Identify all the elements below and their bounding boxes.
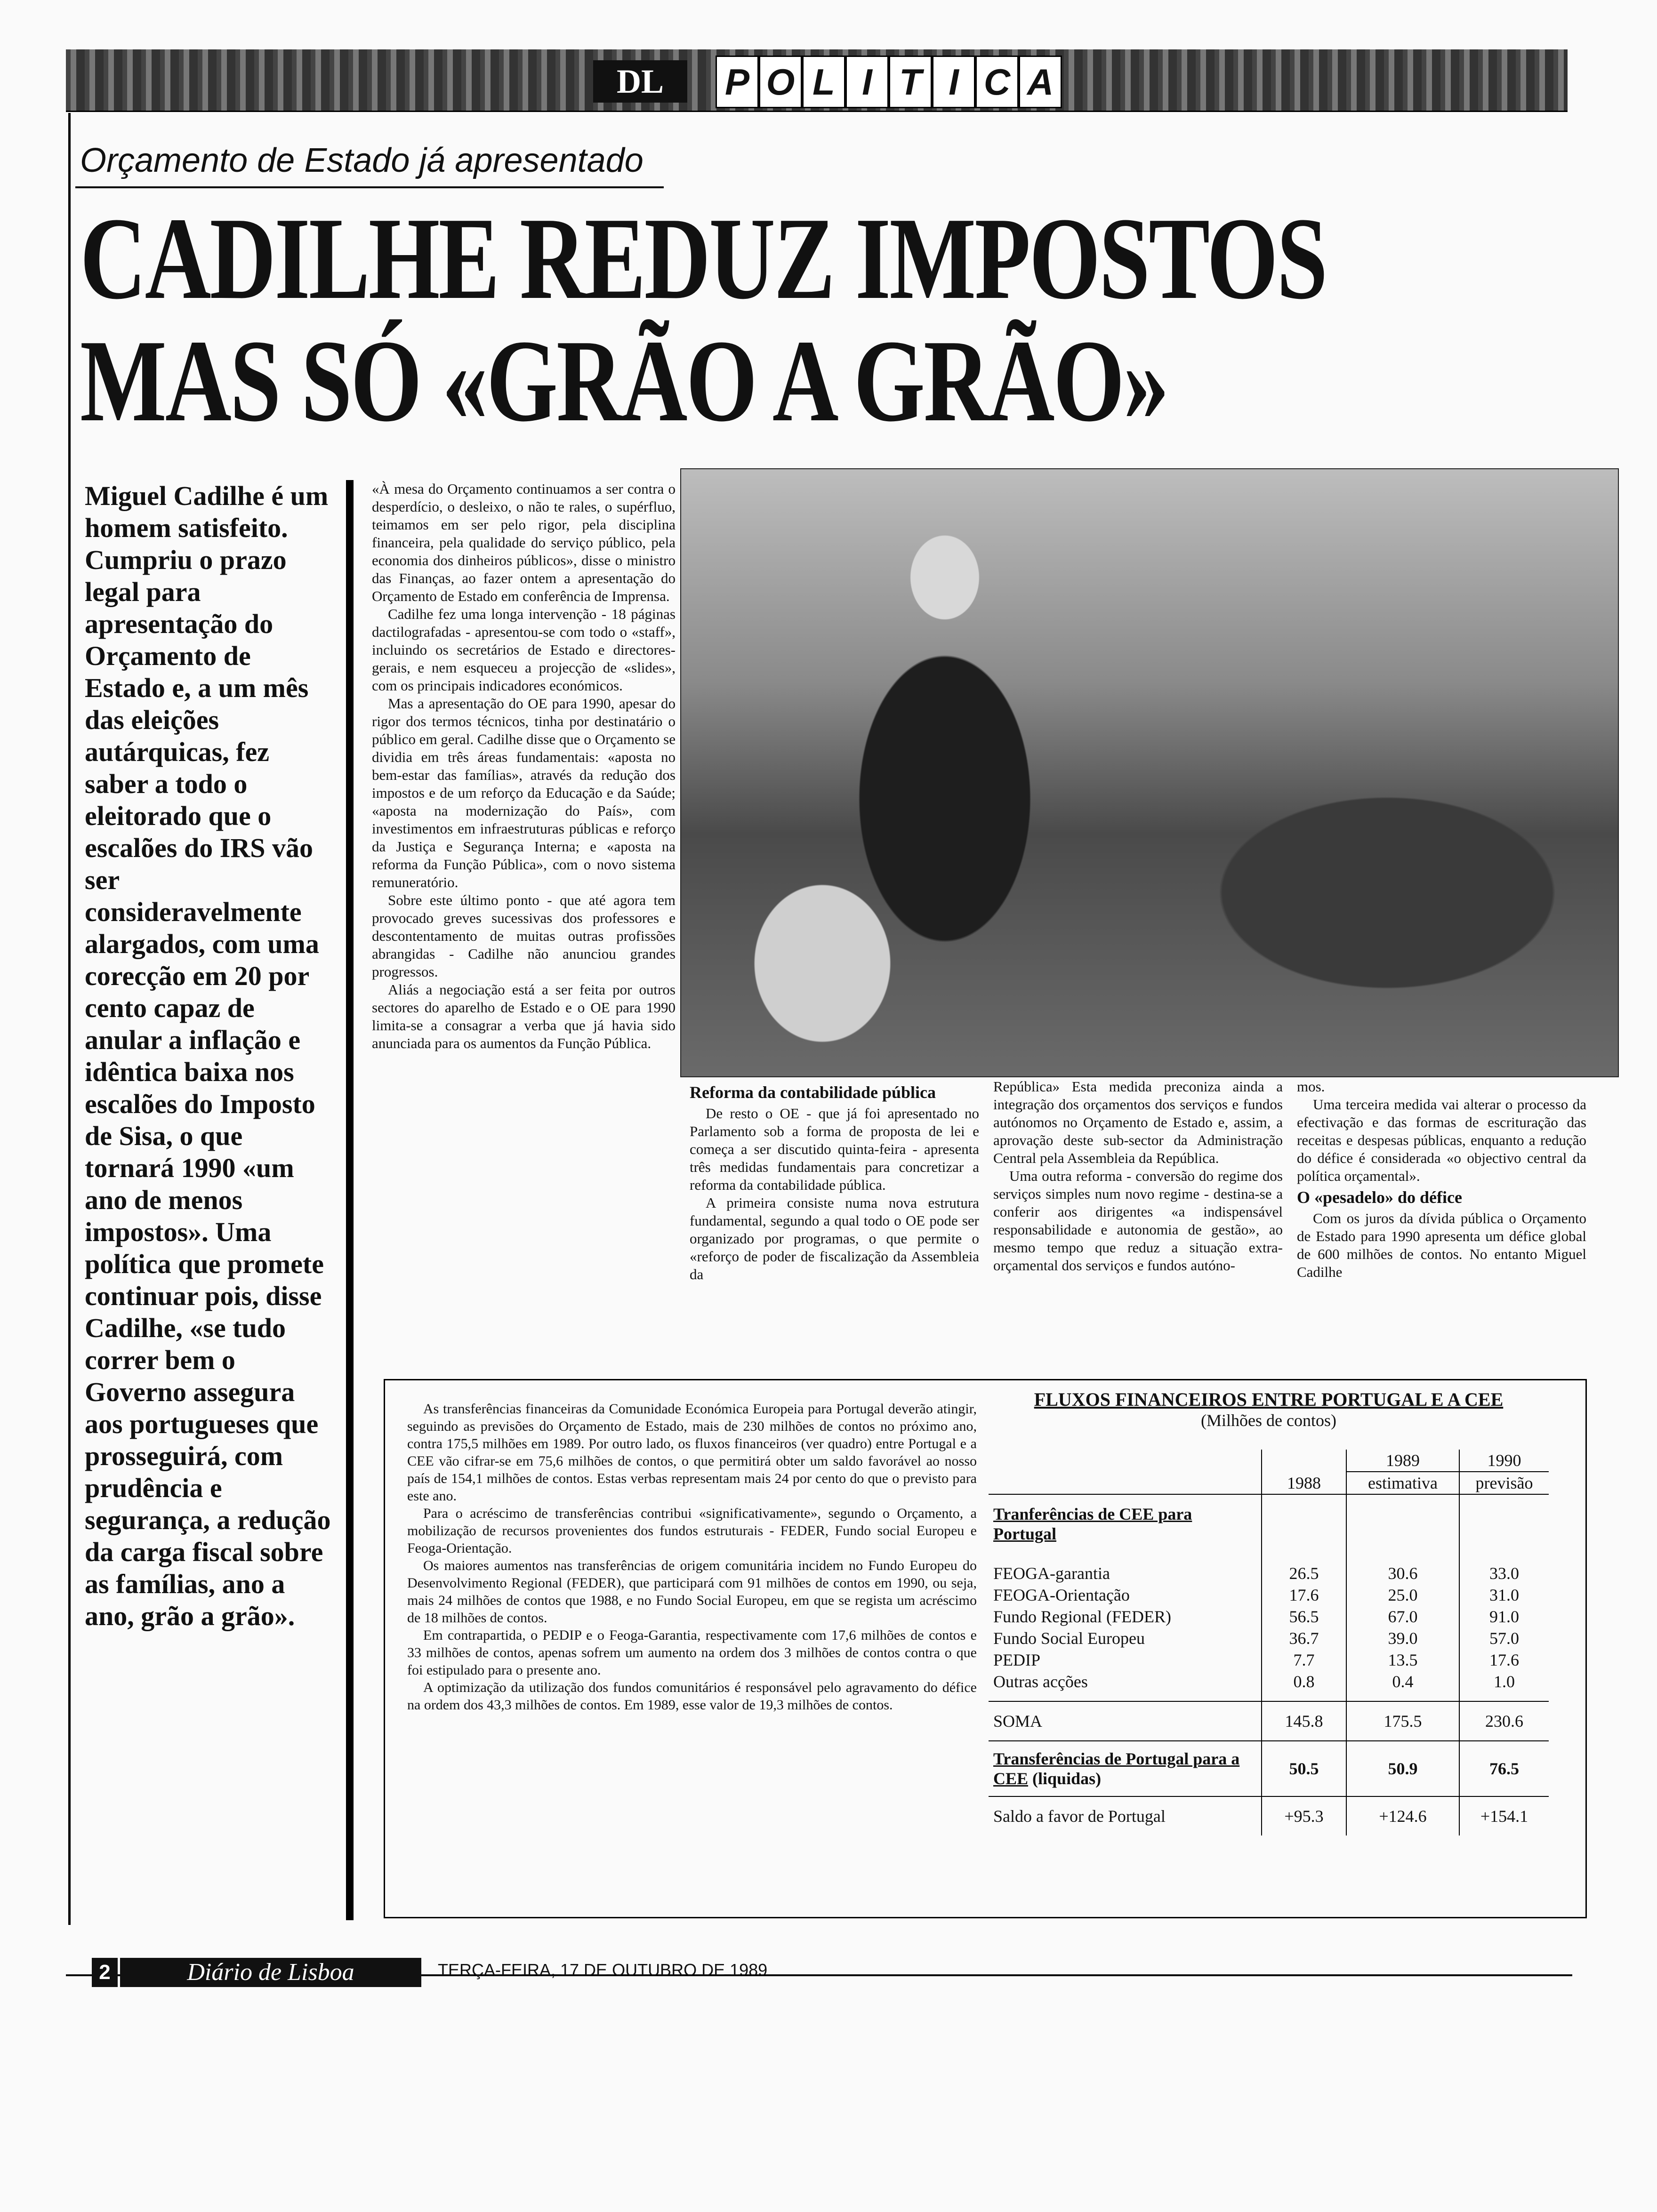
table-cell: Saldo a favor de Portugal (993, 1807, 1166, 1826)
table-row (989, 1701, 1549, 1741)
table-title: FLUXOS FINANCEIROS ENTRE PORTUGAL E A CEE (1034, 1389, 1504, 1410)
table-row (989, 1796, 1549, 1835)
section-label (716, 56, 1062, 107)
subhead: Reforma da contabilidade pública (690, 1083, 936, 1102)
page-number: 2 (92, 1958, 118, 1987)
paragraph: «À mesa do Orçamento continuamos a ser contra o desperdício, o desleixo, o não te rales, o supérfluo, teimamos em ser pelo rigor, pela disciplina financeira, pela qualidade do serviço público, pela economia dos dinheiros públicos», disse o ministro das Finanças, ao fazer ontem a apresentação do Orçamento de Estado em conferência de Imprensa. (372, 481, 676, 604)
section-letter: T (889, 56, 932, 108)
paragraph: Para o acréscimo de transferências contribui «significativamente», segundo o Orçamento, a mobilização de recursos provenientes dos fundos estruturais - FEDER, Fundo social Europeu e Feoga-Orientação. (407, 1506, 977, 1556)
section-letter: I (845, 56, 889, 108)
lead-paragraph: Miguel Cadilhe é um homem satisfeito. Cumpriu o prazo legal para apresentação do Orçamento de Estado e, a um mês das eleições autárquicas, fez saber a todo o eleitorado que o escalões do IRS vão ser consideravelmente alargados, com uma corecção em 20 por cento capaz de anular a inflação e idêntica baixa nos escalões do Imposto de Sisa, o que tornará 1990 «um ano de menos impostos». Uma política que promete continuar pois, disse Cadilhe, «se tudo correr bem o Governo assegura aos portugueses que prosseguirá, com prudência e segurança, a redução da carga fiscal sobre as famílias, ano a ano, grão a grão». (85, 481, 331, 1631)
headline-line-1: CADILHE REDUZ IMPOSTOS (80, 193, 1327, 324)
paragraph: Em contrapartida, o PEDIP e o Feoga-Garantia, respectivamente com 17,6 milhões de contos e 33 milhões de contos, apenas sofrem um aumento na ordem dos 3 milhões de contos contra o que foi estipulado para o presente ano. (407, 1627, 977, 1678)
table-cell: 56.5 (1262, 1606, 1346, 1627)
table-cell: 31.0 (1459, 1584, 1549, 1606)
paragraph: Os maiores aumentos nas transferências de origem comunitária incidem no Fundo Europeu do Desenvolvimento Regional (FEDER), que participará com 91 milhões de contos em 1990, ou seja, mais 24 milhões de contos que 1988, e no Fundo Social Europeu, em que se regista um acréscimo de 18 milhões de contos. (407, 1558, 977, 1626)
newspaper-logo: DL (593, 60, 687, 103)
paragraph: A optimização da utilização dos fundos comunitários é responsável pelo agravamento do défice na ordem dos 43,3 milhões de contos. Em 1989, esse valor de 19,3 milhões de contos. (407, 1680, 977, 1713)
paragraph: A primeira consiste numa nova estrutura fundamental, segundo a qual todo o OE pode ser organizado por programas, o que permite o «reforço de poder de fiscalização da Assembleia da (690, 1194, 979, 1282)
table-cell: 30.6 (1346, 1563, 1459, 1584)
table-section-title: Transferências de Portugal para a CEE (993, 1749, 1240, 1788)
table-cell: +154.1 (1459, 1796, 1549, 1835)
article-column-3 (993, 1078, 1283, 1274)
table-cell: Fundo Regional (FEDER) (993, 1607, 1171, 1626)
section-letter: P (716, 56, 759, 108)
article-column-4 (1297, 1078, 1586, 1281)
section-letter: A (1019, 56, 1062, 108)
paragraph: De resto o OE - que já foi apresentado no Parlamento sob a forma de proposta de lei e começa a ser discutido quinta-feira - apresenta três medidas fundamentais para concretizar a reforma da contabilidade pública. (690, 1105, 979, 1193)
table-cell: 36.7 (1262, 1627, 1346, 1649)
table-cell: SOMA (993, 1712, 1043, 1731)
article-column-2 (690, 1080, 979, 1283)
table-cell: 50.9 (1346, 1741, 1459, 1796)
box-text (407, 1400, 977, 1714)
paragraph: Uma outra reforma - conversão do regime dos serviços simples num novo regime - destina-se a conferir aos dirigentes «a indispensável responsabilidade e autonomia de gestão», ao mesmo tempo que reduz a situação extra-orçamental dos serviços e fundos autóno- (993, 1168, 1283, 1274)
table-cell: 91.0 (1459, 1606, 1549, 1627)
table-cell: 1988 (1262, 1472, 1346, 1494)
table-cell: 17.6 (1459, 1649, 1549, 1671)
headline (80, 193, 1327, 446)
press-conference-photo (680, 468, 1619, 1077)
table-cell: 39.0 (1346, 1627, 1459, 1649)
table-row (989, 1563, 1549, 1584)
article-column-1 (372, 480, 676, 1052)
table-cell: 13.5 (1346, 1649, 1459, 1671)
lead-divider (346, 480, 354, 1920)
table-cell: 1989 (1346, 1450, 1459, 1472)
kicker-underline (75, 186, 664, 188)
paragraph: As transferências financeiras da Comunidade Económica Europeia para Portugal deverão atingir, seguindo as previsões do Orçamento de Estado, mais de 230 milhões de contos no próximo ano, contra 175,5 milhões em 1989. Por outro lado, os fluxos financeiros (ver quadro) entre Portugal e a CEE vão cifrar-se em 75,6 milhões de contos, o que permitirá obter um saldo favorável ao nosso país de 154,1 milhões de contos. Estas verbas representam mais 24 por cento do que o previsto para este ano. (407, 1401, 977, 1504)
paragraph: Com os juros da dívida pública o Orçamento de Estado para 1990 apresenta um défice global de 600 milhões de contos. No entanto Miguel Cadilhe (1297, 1210, 1586, 1280)
table-cell: 26.5 (1262, 1563, 1346, 1584)
table-cell: 25.0 (1346, 1584, 1459, 1606)
table-cell: estimativa (1346, 1472, 1459, 1494)
table-cell: 57.0 (1459, 1627, 1549, 1649)
table-row (989, 1649, 1549, 1671)
table-section-suffix: (liquidas) (1032, 1769, 1102, 1788)
table-cell: 0.8 (1262, 1671, 1346, 1701)
table-subtitle: (Milhões de contos) (1201, 1411, 1336, 1430)
table-cell: FEOGA-Orientação (993, 1586, 1130, 1604)
page-frame-rule (68, 113, 71, 1925)
table-cell: FEOGA-garantia (993, 1564, 1110, 1583)
table-row (989, 1606, 1549, 1627)
table-cell: 7.7 (1262, 1649, 1346, 1671)
table-cell: 175.5 (1346, 1701, 1459, 1741)
table-cell: +124.6 (1346, 1796, 1459, 1835)
subhead: O «pesadelo» do défice (1297, 1188, 1462, 1207)
table-cell: 33.0 (1459, 1563, 1549, 1584)
paragraph: Uma terceira medida vai alterar o processo da efectivação e das formas de escrituração das receitas e despesas públicas, enquanto a redução do défice é considerada «o objectivo central da política orçamental». (1297, 1096, 1586, 1184)
section-letter: L (802, 56, 845, 108)
table-head-row (989, 1450, 1549, 1472)
table-cell: 1.0 (1459, 1671, 1549, 1701)
table-head-row (989, 1472, 1549, 1494)
paragraph: Sobre este último ponto - que até agora tem provocado greves sucessivas dos professores e descontentamento de muitas outras profissões abrangidas - Cadilhe não anunciou grandes progressos. (372, 892, 676, 980)
table-cell: Outras acções (993, 1672, 1088, 1691)
table-cell: 230.6 (1459, 1701, 1549, 1741)
table-cell: 17.6 (1262, 1584, 1346, 1606)
table-section-label: Tranferências de CEE para Portugal (993, 1505, 1192, 1543)
table-cell: Fundo Social Europeu (993, 1629, 1145, 1648)
table-cell: 145.8 (1262, 1701, 1346, 1741)
table-cell: previsão (1459, 1472, 1549, 1494)
table-row (989, 1584, 1549, 1606)
paragraph: República» Esta medida preconiza ainda a integração dos orçamentos dos serviços e fundos autónomos no Orçamento de Estado e, assim, a aprovação deste sub-sector da Administração Central pela Assembleia da República. (993, 1078, 1283, 1166)
paragraph: Aliás a negociação está a ser feita por outros sectores do aparelho de Estado e o OE para 1990 limita-se a consagrar a verba que já havia sido anunciada para os aumentos da Função Pública. (372, 981, 676, 1051)
table-cell: 0.4 (1346, 1671, 1459, 1701)
table-cell (1262, 1450, 1346, 1472)
section-letter: I (932, 56, 975, 108)
section-letter: C (975, 56, 1019, 108)
paragraph: mos. (1297, 1078, 1325, 1095)
table-row (989, 1494, 1549, 1563)
kicker: Orçamento de Estado já apresentado (80, 142, 643, 179)
table-cell: +95.3 (1262, 1796, 1346, 1835)
section-letter: O (759, 56, 802, 108)
paragraph: Cadilhe fez uma longa intervenção - 18 páginas dactilografadas - apresentou-se com todo o «staff», incluindo os secretários de Estado e directores-gerais, e nem esqueceu a projecção de «slides», com os principais indicadores económicos. (372, 606, 676, 694)
dateline: TERÇA-FEIRA, 17 DE OUTUBRO DE 1989 (438, 1960, 768, 1980)
table-cell: 1990 (1459, 1450, 1549, 1472)
table-header (989, 1388, 1549, 1430)
table-cell: 67.0 (1346, 1606, 1459, 1627)
data-table (989, 1450, 1549, 1835)
table-cell: PEDIP (993, 1651, 1041, 1669)
headline-line-2: MAS SÓ «GRÃO A GRÃO» (80, 316, 1168, 446)
paragraph: Mas a apresentação do OE para 1990, apesar do rigor dos termos técnicos, tinha por destinatário o público em geral. Cadilhe disse que o Orçamento se dividia em três áreas fundamentais: «aposta no bem-estar das famílias», através da redução dos impostos e de um reforço da Educação e da Saúde; «aposta na modernização do País», com investimentos em infraestruturas públicas e reforço da Justiça e Segurança Interna; e «aposta na reforma da Função Pública», com o novo sistema remuneratório. (372, 695, 676, 890)
table-cell: 76.5 (1459, 1741, 1549, 1796)
table-row (989, 1671, 1549, 1701)
table-cell (989, 1450, 1262, 1472)
table-cell: 50.5 (1262, 1741, 1346, 1796)
table-cell (989, 1472, 1262, 1494)
table-section-label (989, 1741, 1262, 1796)
table-row (989, 1741, 1549, 1796)
masthead: Diário de Lisboa (120, 1958, 421, 1987)
table-row (989, 1627, 1549, 1649)
